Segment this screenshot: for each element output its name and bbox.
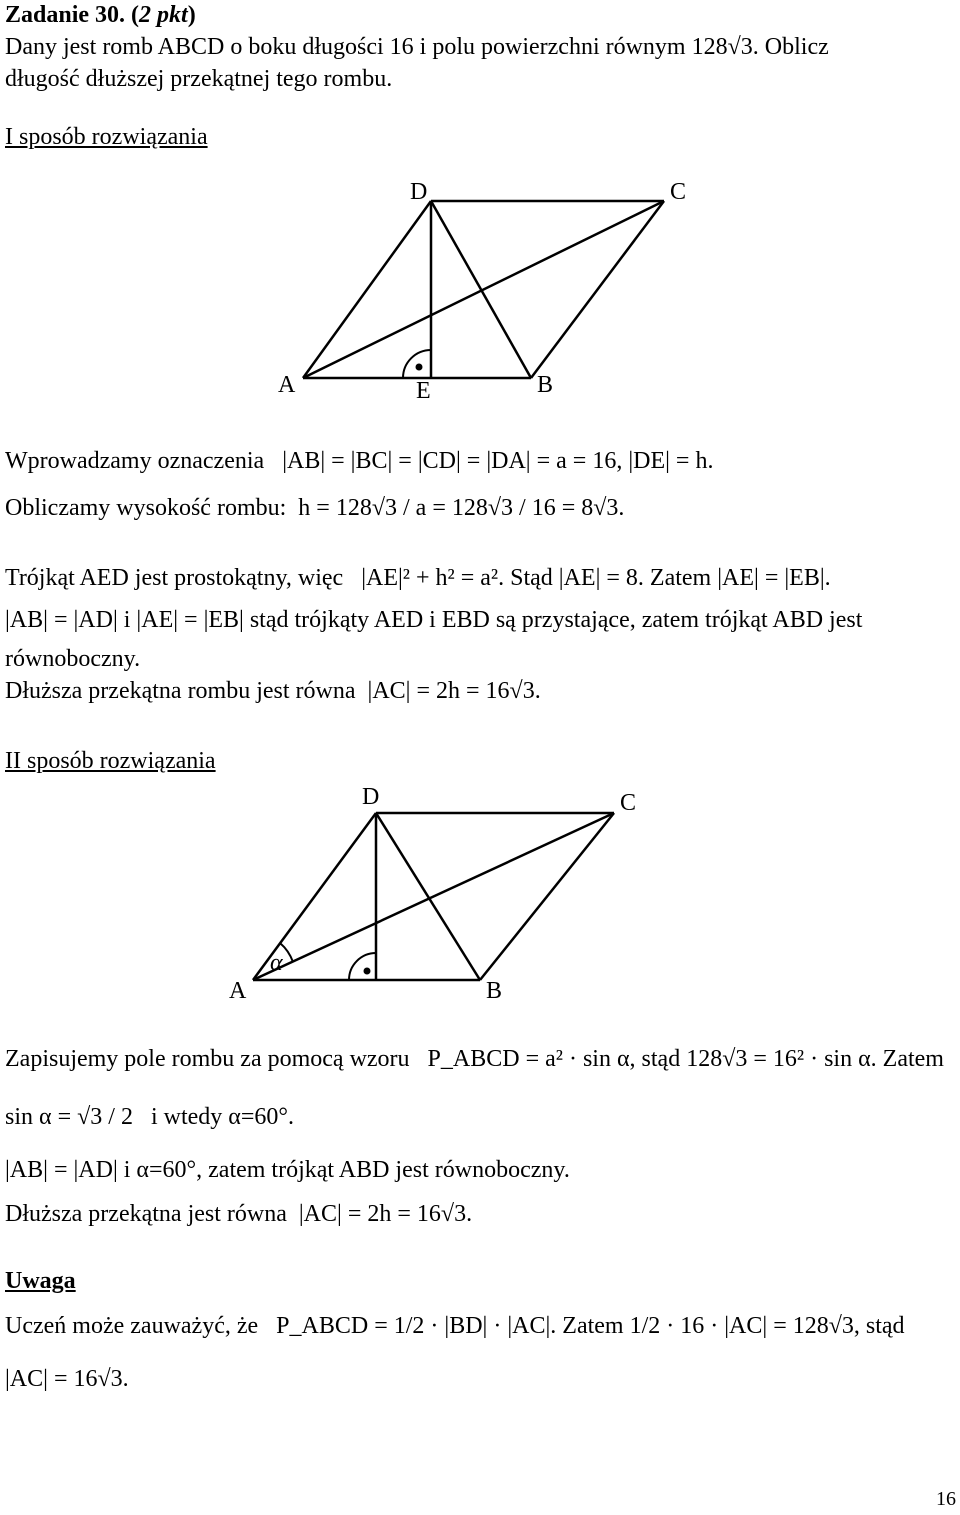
m2-line2: sin α = √3 / 2 i wtedy α=60°. — [5, 1104, 294, 1130]
problem-title: Zadanie 30. (2 pkt) — [5, 2, 196, 28]
label-A: A — [278, 372, 296, 398]
label-C: C — [670, 179, 687, 205]
label-D: D — [362, 784, 380, 810]
page-number: 16 — [936, 1488, 956, 1510]
label-alpha: α — [270, 950, 283, 976]
remark-line1: Uczeń może zauważyć, że P_ABCD = 1/2 · |BD| · |AC|. Zatem 1/2 · 16 · |AC| = 128√3, stąd — [5, 1313, 905, 1339]
method2-heading: II sposób rozwiązania — [5, 748, 216, 774]
remark-line2: |AC| = 16√3. — [5, 1366, 129, 1392]
m1-line4: |AB| = |AD| i |AE| = |EB| stąd trójkąty AED i EBD są przystające, zatem trójkąt ABD jest — [5, 607, 863, 633]
label-B: B — [537, 372, 554, 398]
remark-heading: Uwaga — [5, 1268, 76, 1294]
rhombus-figure-1 — [0, 170, 960, 410]
m1-line1: Wprowadzamy oznaczenia |AB| = |BC| = |CD| = |DA| = a = 16, |DE| = h. — [5, 448, 714, 474]
problem-statement-line2: długość dłuższej przekątnej tego rombu. — [5, 66, 393, 92]
label-D: D — [410, 179, 428, 205]
m2-line4: Dłuższa przekątna jest równa |AC| = 2h = 16√3. — [5, 1201, 473, 1227]
method1-heading: I sposób rozwiązania — [5, 124, 208, 150]
m2-line1: Zapisujemy pole rombu za pomocą wzoru P_ABCD = a² · sin α, stąd 128√3 = 16² · sin α. Zatem — [5, 1046, 944, 1072]
m1-line2: Obliczamy wysokość rombu: h = 128√3 / a = 128√3 / 16 = 8√3. — [5, 495, 625, 521]
label-A: A — [229, 978, 247, 1004]
rhombus-figure-2 — [0, 780, 960, 1010]
label-B: B — [486, 978, 503, 1004]
label-E: E — [416, 378, 431, 404]
m2-line3: |AB| = |AD| i α=60°, zatem trójkąt ABD jest równoboczny. — [5, 1157, 570, 1183]
label-C: C — [620, 790, 637, 816]
m1-line6: Dłuższa przekątna rombu jest równa |AC| = 2h = 16√3. — [5, 678, 541, 704]
m1-line3: Trójkąt AED jest prostokątny, więc |AE|² + h² = a². Stąd |AE| = 8. Zatem |AE| = |EB|. — [5, 565, 831, 591]
problem-statement-line1: Dany jest romb ABCD o boku długości 16 i polu powierzchni równym 128√3. Oblicz — [5, 34, 829, 60]
m1-line5: równoboczny. — [5, 646, 141, 672]
